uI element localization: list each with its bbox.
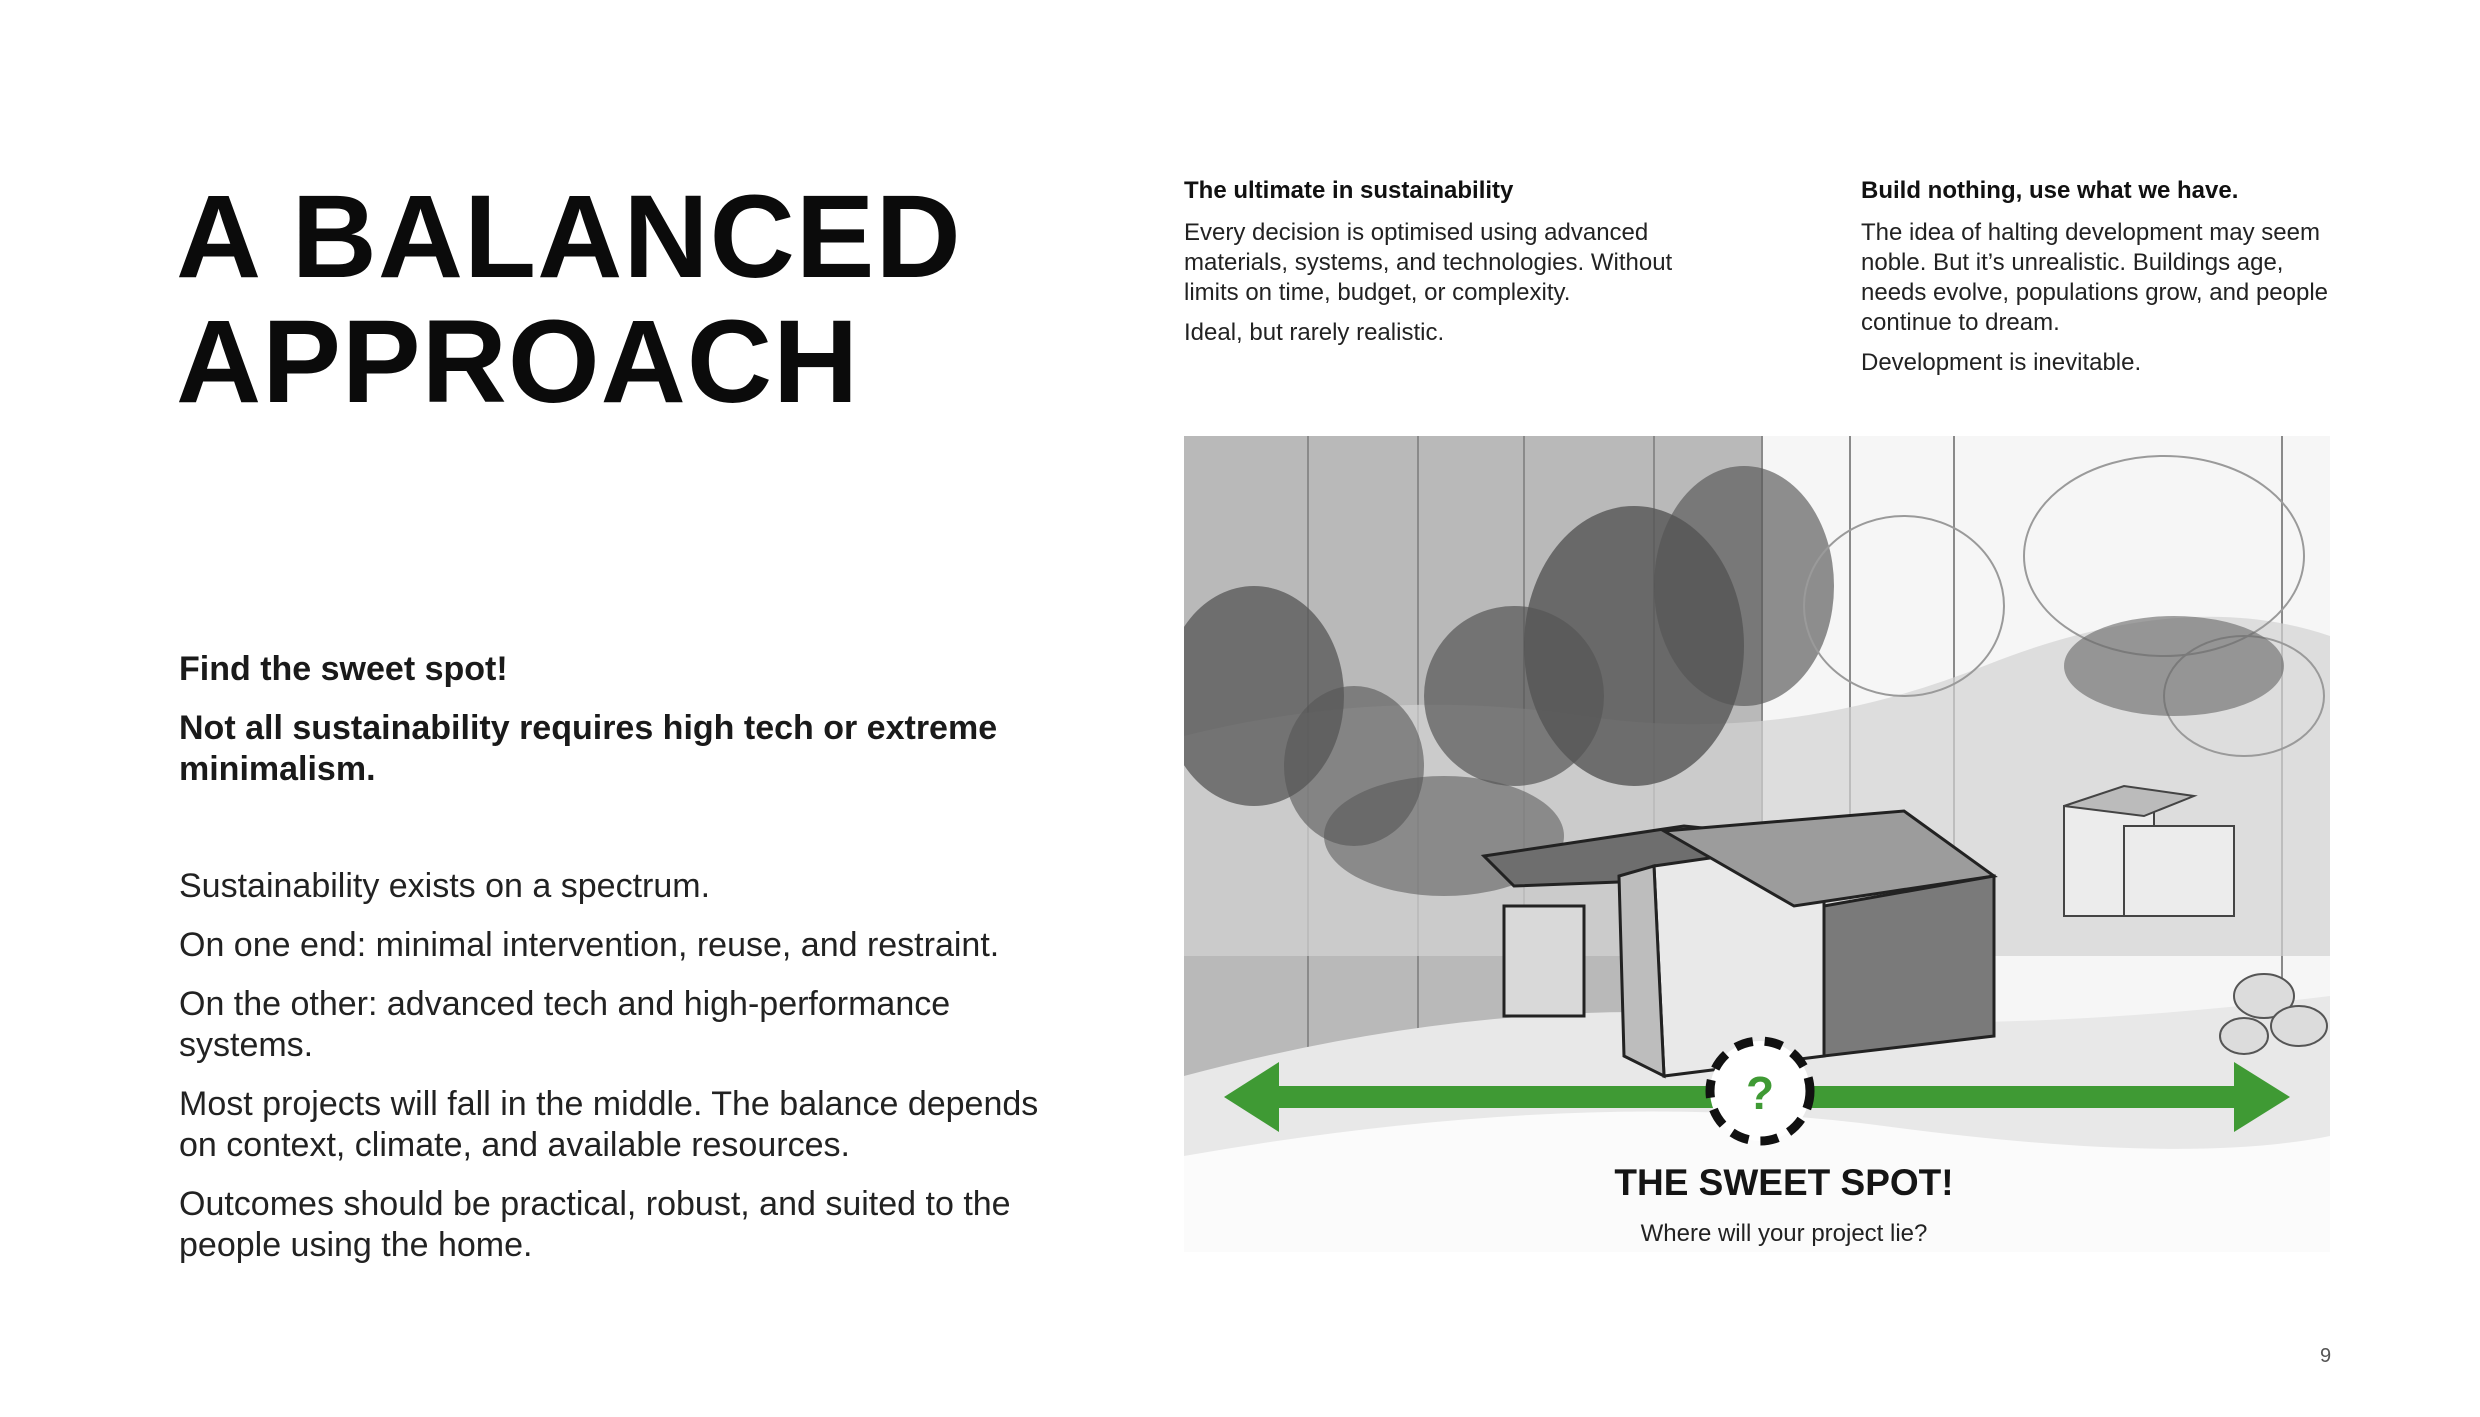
column-right-text: The idea of halting development may seem noble. But it’s unrealistic. Buildings age, needs evolve, populations grow, and people continue to dream. xyxy=(1861,219,2329,336)
sweet-spot-title: THE SWEET SPOT! xyxy=(1614,1162,1954,1203)
sweet-spot-marker-symbol: ? xyxy=(1745,1067,1775,1119)
title-line-2: APPROACH xyxy=(176,296,860,428)
sweet-spot-marker xyxy=(1710,1041,1810,1141)
column-ultimate-sustainability xyxy=(1184,176,1684,358)
body-paragraph: Most projects will fall in the middle. The balance depends on context, climate, and available resources. xyxy=(179,1085,1039,1164)
page-number: 9 xyxy=(2320,1345,2332,1367)
body-paragraph: On the other: advanced tech and high-performance systems. xyxy=(179,985,951,1064)
column-left-heading: The ultimate in sustainability xyxy=(1184,177,1514,204)
sweet-spot-subtitle: Where will your project lie? xyxy=(1640,1220,1928,1247)
lead-subheading: Not all sustainability requires high tech or extreme minimalism. xyxy=(179,709,998,788)
title-line-1: A BALANCED xyxy=(176,171,962,303)
body-paragraph: Outcomes should be practical, robust, and suited to the people using the home. xyxy=(179,1185,1011,1264)
column-left-note: Ideal, but rarely realistic. xyxy=(1184,319,1445,346)
column-right-note: Development is inevitable. xyxy=(1861,349,2142,376)
sketch-dark-tree-right xyxy=(2064,616,2284,716)
page-title xyxy=(176,171,962,428)
column-right-heading: Build nothing, use what we have. xyxy=(1861,177,2239,204)
house-sketch-illustration xyxy=(1184,436,2330,1252)
lead-heading: Find the sweet spot! xyxy=(179,650,508,688)
column-build-nothing xyxy=(1861,176,2341,388)
body-paragraphs xyxy=(179,866,1079,1284)
body-paragraph: On one end: minimal intervention, reuse, and restraint. xyxy=(179,926,1000,964)
body-paragraph: Sustainability exists on a spectrum. xyxy=(179,867,711,905)
column-left-text: Every decision is optimised using advanced materials, systems, and technologies. Without limits on time, budget, or complexity. xyxy=(1184,219,1673,306)
